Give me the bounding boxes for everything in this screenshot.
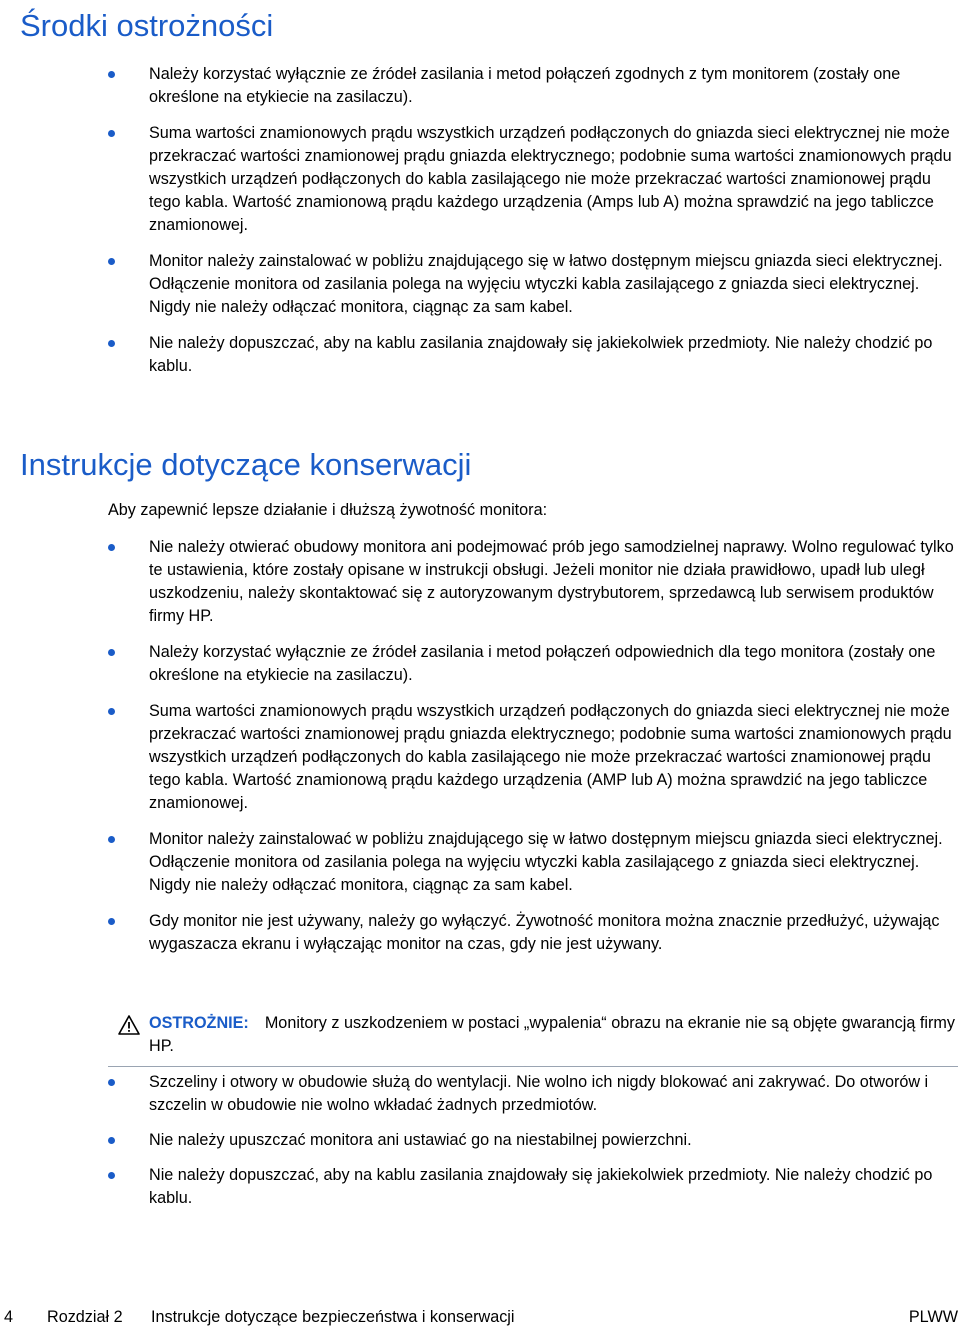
list-item: Szczeliny i otwory w obudowie służą do wentylacji. Nie wolno ich nigdy blokować ani zakrywać. Do otworów i szczelin w obudowie nie wolno wkładać żadnych przedmiotów. bbox=[108, 1071, 954, 1117]
list-item: Nie należy otwierać obudowy monitora ani podejmować prób jego samodzielnej naprawy. Wolno regulować tylko te ustawienia, które zostały opisane w instrukcji obsługi. Jeżeli monitor nie działa prawidłowo, upadł lub uległ uszkodzeniu, należy skontaktować się z autoryzowanym dystrybutorem, sprzedawcą lub serwisem produktów firmy HP. bbox=[108, 536, 954, 628]
list-item: Nie należy upuszczać monitora ani ustawiać go na niestabilnej powierzchni. bbox=[108, 1129, 954, 1152]
caution-message: Monitory z uszkodzeniem w postaci „wypalenia“ obrazu na ekranie nie są objęte gwarancją firmy HP. bbox=[149, 1014, 955, 1055]
list-item: Należy korzystać wyłącznie ze źródeł zasilania i metod połączeń zgodnych z tym monitorem (zostały one określone na etykiecie na zasilaczu). bbox=[108, 63, 954, 109]
caution-note bbox=[108, 1012, 958, 1067]
caution-text-block bbox=[108, 1012, 958, 1058]
chapter-label: Rozdział 2 bbox=[47, 1308, 123, 1326]
chapter-title: Instrukcje dotyczące bezpieczeństwa i konserwacji bbox=[151, 1308, 515, 1326]
language-code: PLWW bbox=[908, 1308, 958, 1326]
warning-triangle-icon bbox=[118, 1015, 140, 1035]
caution-label: OSTROŻNIE: bbox=[149, 1014, 249, 1032]
list-item: Monitor należy zainstalować w pobliżu znajdującego się w łatwo dostępnym miejscu gniazda sieci elektrycznej. Odłączenie monitora od zasilania polega na wyjęciu wtyczki kabla zasilającego z gniazda sieci elektrycznej. Nigdy nie należy odłączać monitora, ciągnąc za sam kabel. bbox=[108, 250, 954, 319]
list-item: Nie należy dopuszczać, aby na kablu zasilania znajdowały się jakiekolwiek przedmioty. Nie należy chodzić po kablu. bbox=[108, 332, 954, 378]
precautions-list bbox=[108, 63, 954, 391]
list-item: Suma wartości znamionowych prądu wszystkich urządzeń podłączonych do gniazda sieci elektrycznej nie może przekraczać wartości znamionowej prądu gniazda elektrycznego; podobnie suma wartości znamionowych prądu wszystkich urządzeń podłączonych do kabla zasilającego nie może przekraczać wartości znamionowej prądu tego kabla. Wartość znamionową prądu każdego urządzenia (Amps lub A) można sprawdzić na jego tabliczce znamionowej. bbox=[108, 122, 954, 237]
section-heading-precautions: Środki ostrożności bbox=[20, 8, 274, 43]
list-item: Należy korzystać wyłącznie ze źródeł zasilania i metod połączeń odpowiednich dla tego monitora (zostały one określone na etykiecie na zasilaczu). bbox=[108, 641, 954, 687]
list-item: Monitor należy zainstalować w pobliżu znajdującego się w łatwo dostępnym miejscu gniazda sieci elektrycznej. Odłączenie monitora od zasilania polega na wyjęciu wtyczki kabla zasilającego z gniazda sieci elektrycznej. Nigdy nie należy odłączać monitora, ciągnąc za sam kabel. bbox=[108, 828, 954, 897]
list-item: Suma wartości znamionowych prądu wszystkich urządzeń podłączonych do gniazda sieci elektrycznej nie może przekraczać wartości znamionowej prądu gniazda elektrycznego; podobnie suma wartości znamionowych prądu wszystkich urządzeń podłączonych do kabla zasilającego nie może przekraczać wartości znamionowej prądu tego kabla. Wartość znamionową prądu każdego urządzenia (AMP lub A) można sprawdzić na jego tabliczce znamionowej. bbox=[108, 700, 954, 815]
section-heading-maintenance: Instrukcje dotyczące konserwacji bbox=[20, 447, 472, 482]
maintenance-intro: Aby zapewnić lepsze działanie i dłuższą żywotność monitora: bbox=[108, 501, 548, 519]
page-number: 4 bbox=[4, 1308, 14, 1326]
list-item: Gdy monitor nie jest używany, należy go wyłączyć. Żywotność monitora można znacznie przedłużyć, używając wygaszacza ekranu i wyłączając monitor na czas, gdy nie jest używany. bbox=[108, 910, 954, 956]
maintenance-list-continued bbox=[108, 1071, 954, 1222]
maintenance-list bbox=[108, 536, 954, 969]
list-item: Nie należy dopuszczać, aby na kablu zasilania znajdowały się jakiekolwiek przedmioty. Nie należy chodzić po kablu. bbox=[108, 1164, 954, 1210]
